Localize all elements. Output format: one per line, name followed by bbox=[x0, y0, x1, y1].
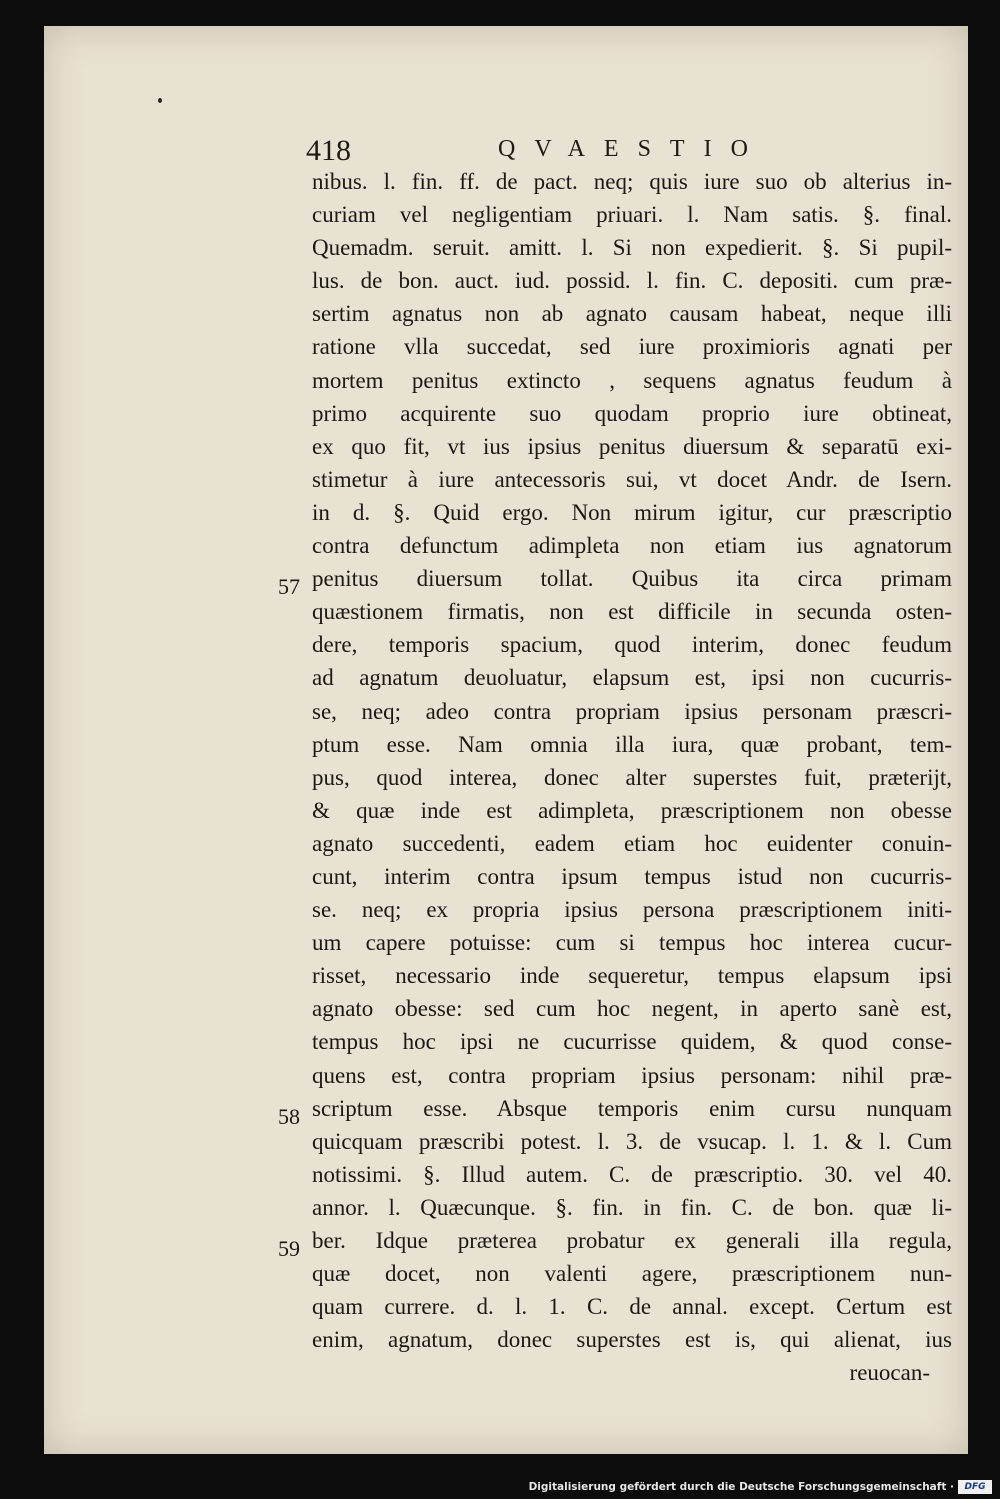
marginal-number-57: 57 bbox=[278, 574, 300, 600]
text-line: quens est, contra propriam ipsius personam: nihil præ- bbox=[312, 1062, 952, 1088]
text-line: in d. §. Quid ergo. Non mirum igitur, cur præscriptio bbox=[312, 499, 952, 525]
text-line: cunt, interim contra ipsum tempus istud non cucurris- bbox=[312, 863, 952, 889]
text-line: um capere potuisse: cum si tempus hoc interea cucur- bbox=[312, 930, 952, 956]
text-line: se, neq; adeo contra propriam ipsius personam præscri- bbox=[312, 698, 952, 724]
text-line: se. neq; ex propria ipsius persona præscriptionem initi- bbox=[312, 897, 952, 923]
text-line-with-margin-note bbox=[278, 1092, 952, 1129]
text-line: curiam vel negligentiam priuari. l. Nam satis. §. final. bbox=[312, 202, 952, 228]
running-head: QVAESTIO bbox=[498, 136, 767, 162]
text-line: agnato obesse: sed cum hoc negent, in aperto sanè est, bbox=[312, 996, 952, 1022]
text-line: pus, quod interea, donec alter superstes fuit, præterijt, bbox=[312, 764, 952, 790]
body-text bbox=[278, 165, 952, 1389]
text-line: scriptum esse. Absque temporis enim cursu nunquam bbox=[312, 1095, 952, 1121]
digitization-footer bbox=[0, 1477, 994, 1499]
text-line: sertim agnatus non ab agnato causam habeat, neque illi bbox=[312, 301, 952, 327]
text-line: contra defunctum adimpleta non etiam ius agnatorum bbox=[312, 533, 952, 559]
text-line: ratione vlla succedat, sed iure proximioris agnati per bbox=[312, 334, 952, 360]
text-line: ex quo fit, vt ius ipsius penitus diuersum & separatū exi- bbox=[312, 433, 952, 459]
catchword: reuocan- bbox=[849, 1360, 930, 1386]
text-line: penitus diuersum tollat. Quibus ita circa primam bbox=[312, 566, 952, 592]
marginal-number-59: 59 bbox=[278, 1236, 300, 1261]
text-line: notissimi. §. Illud autem. C. de præscriptio. 30. vel 40. bbox=[312, 1161, 952, 1187]
text-line: mortem penitus extincto , sequens agnatus feudum à bbox=[312, 367, 952, 393]
text-line: lus. de bon. auct. iud. possid. l. fin. C. depositi. cum præ- bbox=[312, 268, 952, 294]
text-line: risset, necessario inde sequeretur, tempus elapsum ipsi bbox=[312, 963, 952, 989]
text-line: primo acquirente suo quodam proprio iure obtineat, bbox=[312, 400, 952, 426]
text-line: Quemadm. seruit. amitt. l. Si non expedierit. §. Si pupil- bbox=[312, 235, 952, 261]
marginal-number-58: 58 bbox=[278, 1103, 300, 1129]
page-number: 418 bbox=[306, 134, 351, 167]
text-line: ber. Idque præterea probatur ex generali illa regula, bbox=[312, 1228, 952, 1253]
text-line: nibus. l. fin. ff. de pact. neq; quis iure suo ob alterius in- bbox=[312, 169, 952, 194]
dfg-logo-icon: DFG bbox=[958, 1480, 992, 1494]
text-line: quæ docet, non valenti agere, præscriptionem nun- bbox=[312, 1261, 952, 1287]
text-line: ad agnatum deuoluatur, elapsum est, ipsi non cucurris- bbox=[312, 665, 952, 691]
funding-credit: Digitalisierung gefördert durch die Deutsche Forschungsgemeinschaft · bbox=[528, 1481, 954, 1493]
text-line-with-margin-note bbox=[278, 1224, 952, 1261]
text-line: quæstionem firmatis, non est difficile in secunda osten- bbox=[312, 599, 952, 625]
text-line: ptum esse. Nam omnia illa iura, quæ probant, tem- bbox=[312, 731, 952, 757]
text-line: tempus hoc ipsi ne cucurrisse quidem, & quod conse- bbox=[312, 1029, 952, 1055]
text-line: enim, agnatum, donec superstes est is, qui alienat, ius bbox=[312, 1327, 952, 1353]
text-line: quam currere. d. l. 1. C. de annal. except. Certum est bbox=[312, 1294, 952, 1320]
text-line: dere, temporis spacium, quod interim, donec feudum bbox=[312, 632, 952, 658]
text-line-with-margin-note bbox=[278, 562, 952, 600]
text-line: stimetur à iure antecessoris sui, vt docet Andr. de Isern. bbox=[312, 466, 952, 492]
text-line: agnato succedenti, eadem etiam hoc euidenter conuin- bbox=[312, 830, 952, 856]
ink-speck bbox=[158, 98, 162, 103]
text-line: annor. l. Quæcunque. §. fin. in fin. C. de bon. quæ li- bbox=[312, 1194, 952, 1220]
text-line: quicquam præscribi potest. l. 3. de vsucap. l. 1. & l. Cum bbox=[312, 1128, 952, 1154]
text-line: & quæ inde est adimpleta, præscriptionem non obesse bbox=[312, 797, 952, 823]
